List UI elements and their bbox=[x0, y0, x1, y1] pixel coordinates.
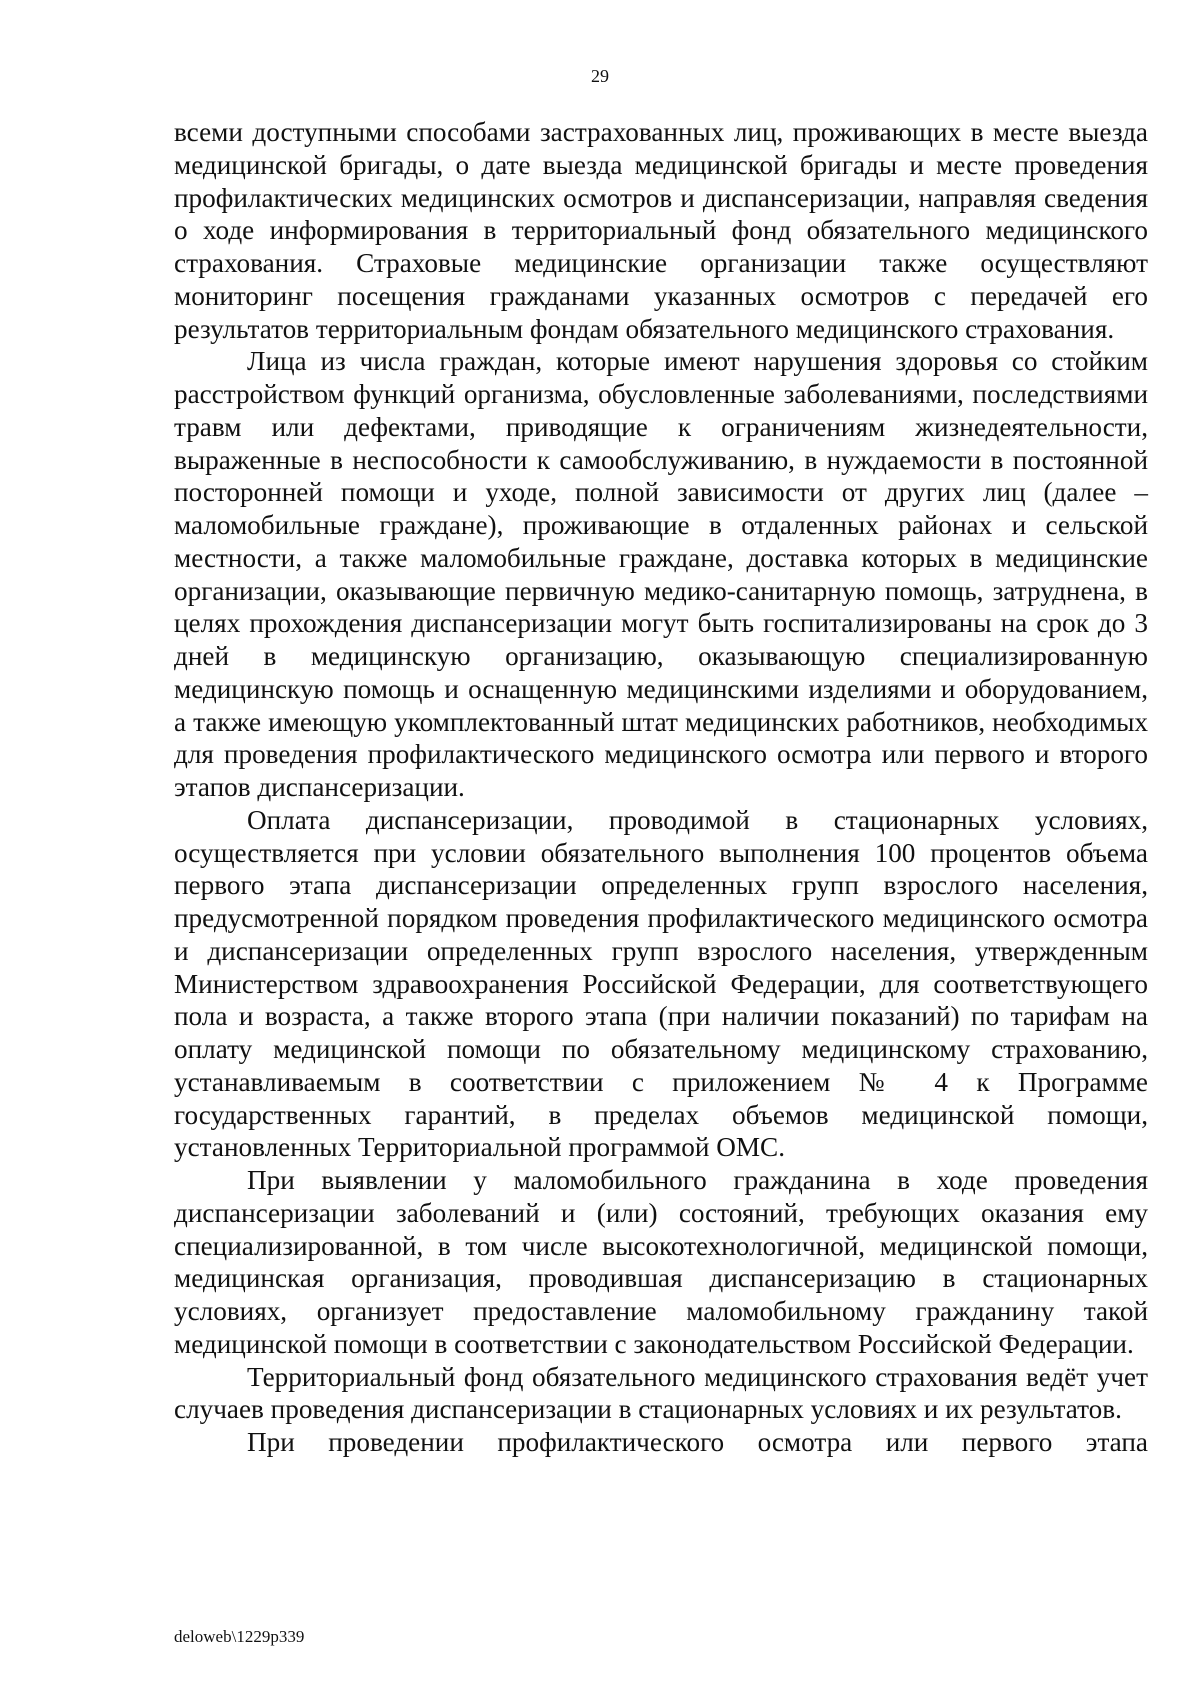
document-footer-code: deloweb\1229p339 bbox=[174, 1627, 305, 1646]
page-number: 29 bbox=[591, 66, 609, 86]
paragraph-informing: всеми доступными способами застрахованных лиц, проживающих в месте выезда медицинской бригады, о дате выезда медицинской бригады и месте проведения профилактических медицинских осмотров и диспансеризации, направляя сведения о ходе информирования в территориальный фонд обязательного медицинского страхования. Страховые медицинские организации также осуществляют мониторинг посещения гражданами указанных осмотров с передачей его результатов территориальным фондам обязательного медицинского страхования. bbox=[174, 117, 1148, 344]
paragraph-low-mobility-citizens: Лица из числа граждан, которые имеют нарушения здоровья со стойким расстройством функций организма, обусловленные заболеваниями, последствиями травм или дефектами, приводящие к ограничениям жизнедеятельности, выраженные в неспособности к самообслуживанию, в нуждаемости в постоянной посторонней помощи и уходе, полной зависимости от других лиц (далее – маломобильные граждане), проживающие в отдаленных районах и сельской местности, а также маломобильные граждане, доставка которых в медицинские организации, оказывающие первичную медико-санитарную помощь, затруднена, в целях прохождения диспансеризации могут быть госпитализированы на срок до 3 дней в медицинскую организацию, оказывающую специализированную медицинскую помощь и оснащенную медицинскими изделиями и оборудованием, а также имеющую укомплектованный штат медицинских работников, необходимых для проведения профилактического медицинского осмотра или первого и второго этапов диспансеризации. bbox=[174, 346, 1148, 802]
paragraph-payment: Оплата диспансеризации, проводимой в стационарных условиях, осуществляется при условии обязательного выполнения 100 процентов объема первого этапа диспансеризации определенных групп взрослого населения, предусмотренной порядком проведения профилактического медицинского осмотра и диспансеризации определенных групп взрослого населения, утвержденным Министерством здравоохранения Российской Федерации, для соответствующего пола и возраста, а также второго этапа (при наличии показаний) по тарифам на оплату медицинской помощи по обязательному медицинскому страхованию, устанавливаемым в соответствии с приложением № 4 к Программе государственных гарантий, в пределах объемов медицинской помощи, установленных Территориальной программой ОМС. bbox=[174, 804, 1148, 1163]
paragraph-detection: При выявлении у маломобильного гражданина в ходе проведения диспансеризации заболеваний и (или) состояний, требующих оказания ему специализированной, в том числе высокотехнологичной, медицинской помощи, медицинская организация, проводившая диспансеризацию в стационарных условиях, организует предоставление маломобильному гражданину такой медицинской помощи в соответствии с законодательством Российской Федерации. bbox=[174, 1165, 1148, 1359]
paragraph-fund-accounting: Территориальный фонд обязательного медицинского страхования ведёт учет случаев проведения диспансеризации в стационарных условиях и их результатов. bbox=[174, 1361, 1148, 1425]
document-body bbox=[174, 116, 1148, 1459]
paragraph-continuation: При проведении профилактического осмотра или первого этапа bbox=[247, 1427, 1148, 1457]
